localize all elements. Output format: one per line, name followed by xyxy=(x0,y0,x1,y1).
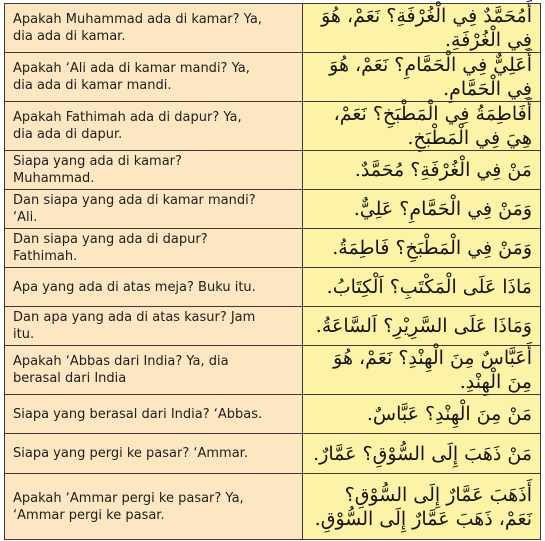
indonesian-cell: Apa yang ada di atas meja? Buku itu. xyxy=(5,268,303,307)
table-row xyxy=(5,229,541,268)
table-row xyxy=(5,151,541,190)
indonesian-cell: Siapa yang ada di kamar? Muhammad. xyxy=(5,151,303,190)
table-row xyxy=(5,346,541,395)
indonesian-cell: Apakah ‘Abbas dari India? Ya, dia berasal dari India xyxy=(5,346,303,395)
arabic-cell: وَمَنْ فِي الْمَطْبَخِ؟ فَاطِمَةُ. xyxy=(303,229,541,268)
arabic-cell: أَفَاطِمَةُ فِي الْمَطْبَخِ؟ نَعَمْ، هِيَ فِي الْمَطْبَخِ. xyxy=(303,102,541,151)
table-row xyxy=(5,102,541,151)
arabic-cell: مَنْ فِي الْغُرْفَةِ؟ مُحَمَّدٌ. xyxy=(303,151,541,190)
indonesian-cell: Apakah ‘Ammar pergi ke pasar? Ya, ‘Ammar pergi ke pasar. xyxy=(5,474,303,540)
table-row xyxy=(5,474,541,540)
table-row xyxy=(5,4,541,53)
arabic-cell: وَمَنْ فِي الْحَمَّامِ؟ عَلِيٌّ. xyxy=(303,190,541,229)
arabic-cell: أَعَلِيٌّ فِي الْحَمَّامِ؟ نَعَمْ، هُوَ فِي الْحَمَّامِ. xyxy=(303,53,541,102)
arabic-cell: أَعَبَّاسٌ مِنَ الْهِنْدِ؟ نَعَمْ، هُوَ مِنَ الْهِنْدِ. xyxy=(303,346,541,395)
table-row xyxy=(5,190,541,229)
arabic-cell: مَاذَا عَلَى الْمَكْتَبِ؟ اَلْكِتَابُ. xyxy=(303,268,541,307)
arabic-cell: أَذَهَبَ عَمَّارٌ إِلَى السُّوْقِ؟ نَعَمْ، ذَهَبَ عَمَّارٌ إِلَى السُّوْقِ. xyxy=(303,474,541,540)
table-row xyxy=(5,53,541,102)
arabic-cell: مَنْ ذَهَبَ إِلَى السُّوْقِ؟ عَمَّارٌ. xyxy=(303,434,541,474)
arabic-cell: أَمُحَمَّدٌ فِي الْغُرْفَةِ؟ نَعَمْ، هُوَ فِي الْغُرْفَةِ. xyxy=(303,4,541,53)
arabic-cell: وَمَاذَا عَلَى السَّرِيْرِ؟ اَلسَّاعَةُ. xyxy=(303,307,541,346)
arabic-cell: مَنْ مِنَ الْهِنْدِ؟ عَبَّاسٌ. xyxy=(303,395,541,434)
table-row xyxy=(5,268,541,307)
indonesian-cell: Apakah Fathimah ada di dapur? Ya, dia ada di dapur. xyxy=(5,102,303,151)
indonesian-cell: Dan siapa yang ada di kamar mandi? ‘Ali. xyxy=(5,190,303,229)
indonesian-cell: Dan siapa yang ada di dapur? Fathimah. xyxy=(5,229,303,268)
table-body xyxy=(5,4,541,540)
table-row xyxy=(5,434,541,474)
indonesian-cell: Siapa yang pergi ke pasar? ‘Ammar. xyxy=(5,434,303,474)
indonesian-cell: Apakah ‘Ali ada di kamar mandi? Ya, dia ada di kamar mandi. xyxy=(5,53,303,102)
indonesian-cell: Dan apa yang ada di atas kasur? Jam itu. xyxy=(5,307,303,346)
indonesian-cell: Siapa yang berasal dari India? ‘Abbas. xyxy=(5,395,303,434)
table-row xyxy=(5,395,541,434)
indonesian-cell: Apakah Muhammad ada di kamar? Ya, dia ada di kamar. xyxy=(5,4,303,53)
vocabulary-table xyxy=(4,3,541,540)
table-row xyxy=(5,307,541,346)
